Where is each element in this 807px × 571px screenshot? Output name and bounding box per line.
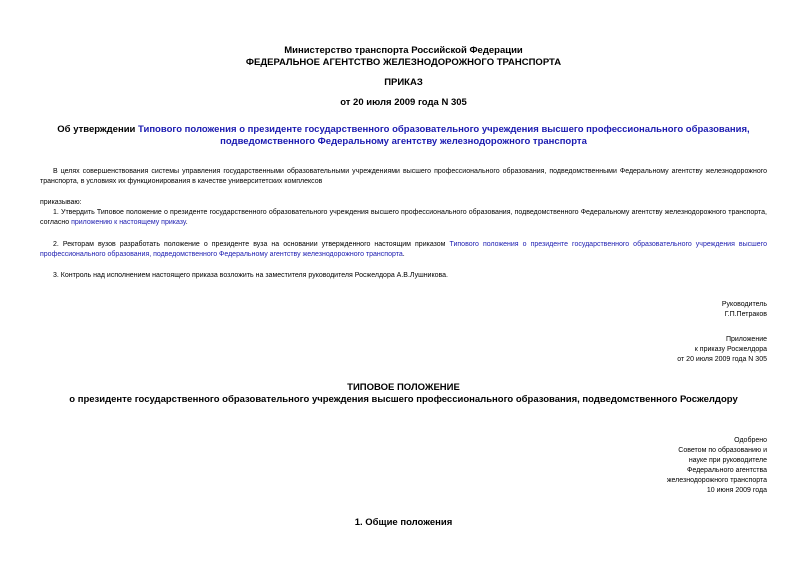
item-2-text: 2. Ректорам вузов разработать положение о президенте вуза на основании утвержденного настоящим приказом <box>53 241 450 248</box>
doc-subject <box>40 124 767 148</box>
subject-prefix: Об утверждении <box>57 124 139 135</box>
typical-regulation-subtitle: о президенте государственного образовательного учреждения высшего профессионального образования, подведомственного Росжелдору <box>69 394 738 405</box>
approved-line6: 10 июня 2009 года <box>706 487 767 494</box>
typical-regulation-link[interactable]: Типового положения о президенте государственного образовательного учреждения высшего профессионального образования, подведомственного Федеральному агентству железнодорожного транспорта <box>40 241 767 258</box>
subject-link-line1[interactable]: Типового положения о президенте государственного образовательного учреждения высшего профессионального образования, <box>138 124 750 135</box>
paragraph-item-2 <box>40 240 767 260</box>
section-heading: 1. Общие положения <box>354 517 453 528</box>
subject-link-line2[interactable]: подведомственного Федеральному агентству железнодорожного транспорта <box>220 136 587 147</box>
signature-name: Г.П.Петраков <box>724 311 767 318</box>
appendix-line3: от 20 июля 2009 года N 305 <box>677 356 767 363</box>
doc-date: от 20 июля 2009 года N 305 <box>340 97 467 108</box>
paragraph-preamble: В целях совершенствования системы управления государственными образовательными учреждениями высшего профессионального образования, подведомственными Федеральному агентству железнодорожного транспорта, в условиях их функционирования в качестве университетских комплексов <box>40 168 767 185</box>
typical-regulation-title: ТИПОВОЕ ПОЛОЖЕНИЕ <box>347 382 460 393</box>
doc-type: ПРИКАЗ <box>384 77 423 88</box>
approved-line5: железнодорожного транспорта <box>666 477 767 484</box>
paragraph-order-word: приказываю: <box>40 199 82 206</box>
item-2-end: . <box>402 251 405 258</box>
approved-line2: Советом по образованию и <box>678 447 767 454</box>
paragraph-item-3: 3. Контроль над исполнением настоящего приказа возложить на заместителя руководителя Росжелдора А.В.Лушникова. <box>53 272 448 279</box>
appendix-block <box>677 335 767 365</box>
approved-block <box>667 436 767 496</box>
approved-line4: Федерального агентства <box>687 467 767 474</box>
ministry-title: Министерство транспорта Российской Федерации <box>284 45 523 56</box>
approved-line3: науке при руководителе <box>688 457 767 464</box>
appendix-line2: к приказу Росжелдора <box>694 346 767 353</box>
signature-title: Руководитель <box>721 301 767 308</box>
signature-block <box>722 300 767 320</box>
item-1-end: . <box>185 219 188 226</box>
item-1-text: 1. Утвердить Типовое положение о президенте государственного образовательного учреждения высшего профессионального образования, подведомственного Федеральному агентству железнодорожного транспорта, согласно <box>40 209 767 226</box>
appendix-line1: Приложение <box>725 336 767 343</box>
appendix-link[interactable]: приложению к настоящему приказу <box>71 219 186 226</box>
approved-line1: Одобрено <box>734 437 767 444</box>
paragraph-item-1 <box>40 208 767 228</box>
agency-title: ФЕДЕРАЛЬНОЕ АГЕНТСТВО ЖЕЛЕЗНОДОРОЖНОГО ТРАНСПОРТА <box>245 57 562 68</box>
